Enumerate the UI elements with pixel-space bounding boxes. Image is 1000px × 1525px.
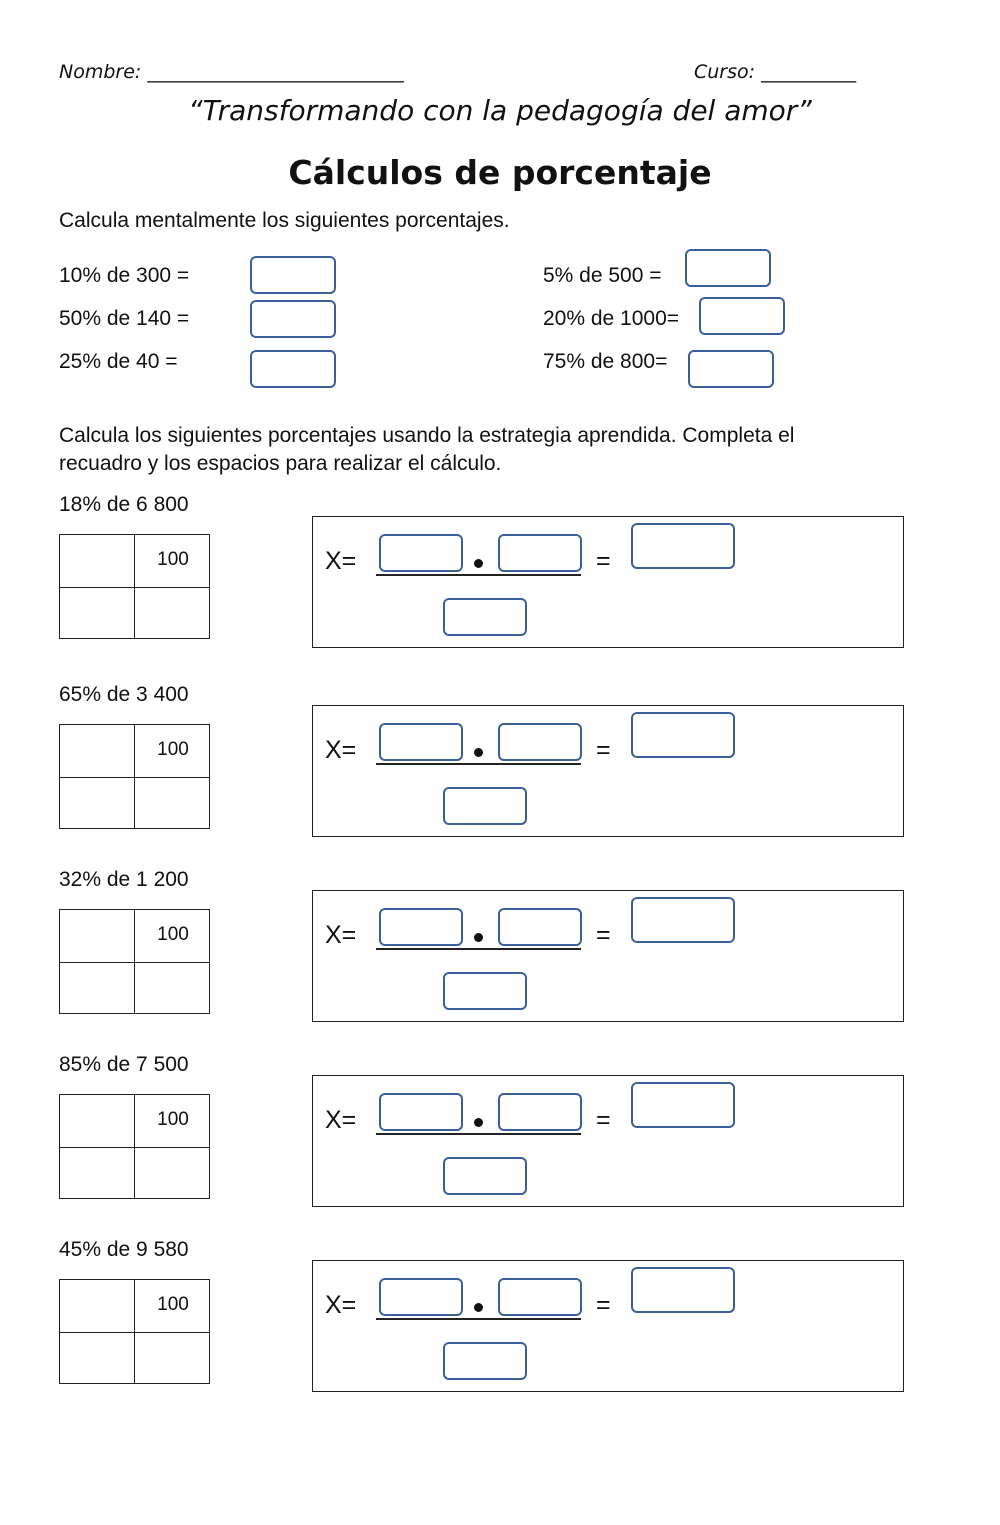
multiply-dot [474,1303,483,1312]
motto: “Transformando con la pedagogía del amor” [188,94,812,127]
fraction-line [376,948,581,950]
hundred-label: 100 [157,1294,189,1315]
numerator-box-2[interactable] [498,908,582,946]
hundred-label: 100 [157,739,189,760]
hundred-label: 100 [157,549,189,570]
proportion-table [59,1279,210,1384]
proportion-table [59,534,210,639]
numerator-box-2[interactable] [498,723,582,761]
equals-sign: = [596,547,611,575]
page-title: Cálculos de porcentaje [288,153,712,192]
formula-frame [312,890,904,1022]
answer-box[interactable] [250,300,336,338]
problem-label: 18% de 6 800 [59,493,189,516]
problem-label: 45% de 9 580 [59,1238,189,1261]
numerator-box-1[interactable] [379,723,463,761]
proportion-table [59,1094,210,1199]
formula-frame [312,705,904,837]
result-box[interactable] [631,712,735,758]
formula-frame [312,1260,904,1392]
name-field-label: Nombre: ___________________________ [59,61,404,83]
problem-label: 65% de 3 400 [59,683,189,706]
equals-sign: = [596,736,611,764]
fraction-line [376,763,581,765]
denominator-box[interactable] [443,787,527,825]
proportion-table [59,724,210,829]
multiply-dot [474,748,483,757]
result-box[interactable] [631,1082,735,1128]
answer-box[interactable] [685,249,771,287]
result-box[interactable] [631,523,735,569]
numerator-box-1[interactable] [379,908,463,946]
equals-sign: = [596,1291,611,1319]
proportion-table [59,909,210,1014]
multiply-dot [474,933,483,942]
x-equals: X= [325,736,357,764]
x-equals: X= [325,1291,357,1319]
x-equals: X= [325,1106,357,1134]
mental-item-label: 10% de 300 = [59,264,190,287]
fraction-line [376,1133,581,1135]
answer-box[interactable] [250,256,336,294]
fraction-line [376,574,581,576]
x-equals: X= [325,921,357,949]
multiply-dot [474,559,483,568]
answer-box[interactable] [699,297,785,335]
denominator-box[interactable] [443,972,527,1010]
numerator-box-1[interactable] [379,1093,463,1131]
numerator-box-2[interactable] [498,1278,582,1316]
mental-item-label: 20% de 1000= [543,307,680,330]
numerator-box-1[interactable] [379,1278,463,1316]
answer-box[interactable] [250,350,336,388]
section2-instruction: Calcula los siguientes porcentajes usando la estrategia aprendida. Completa el [59,424,795,447]
denominator-box[interactable] [443,598,527,636]
mental-item-label: 25% de 40 = [59,350,178,373]
hundred-label: 100 [157,924,189,945]
denominator-box[interactable] [443,1157,527,1195]
section2-instruction: recuadro y los espacios para realizar el cálculo. [59,452,502,475]
equals-sign: = [596,921,611,949]
numerator-box-1[interactable] [379,534,463,572]
mental-item-label: 75% de 800= [543,350,668,373]
result-box[interactable] [631,897,735,943]
hundred-label: 100 [157,1109,189,1130]
mental-item-label: 5% de 500 = [543,264,662,287]
mental-item-label: 50% de 140 = [59,307,190,330]
answer-box[interactable] [688,350,774,388]
problem-label: 32% de 1 200 [59,868,189,891]
denominator-box[interactable] [443,1342,527,1380]
course-field-label: Curso: __________ [694,61,857,83]
equals-sign: = [596,1106,611,1134]
problem-label: 85% de 7 500 [59,1053,189,1076]
numerator-box-2[interactable] [498,1093,582,1131]
result-box[interactable] [631,1267,735,1313]
numerator-box-2[interactable] [498,534,582,572]
fraction-line [376,1318,581,1320]
formula-frame [312,1075,904,1207]
section1-instruction: Calcula mentalmente los siguientes porcentajes. [59,209,510,232]
multiply-dot [474,1118,483,1127]
x-equals: X= [325,547,357,575]
formula-frame [312,516,904,648]
